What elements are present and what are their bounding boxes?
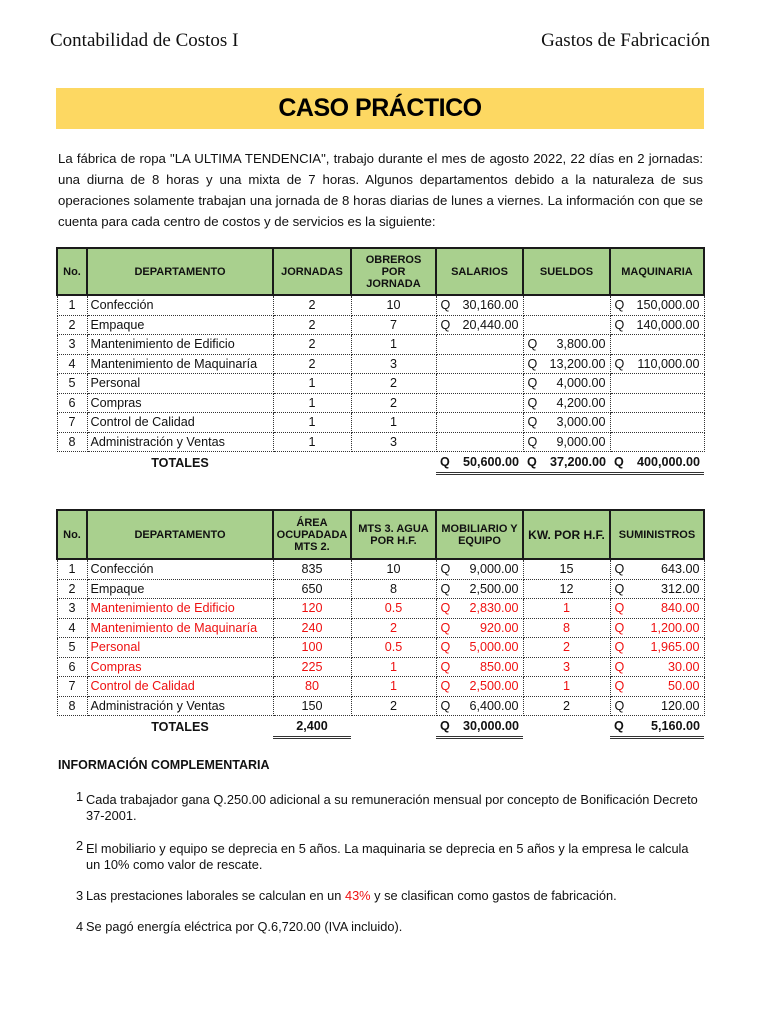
cell-area: 150 bbox=[273, 696, 351, 716]
total-suministros bbox=[610, 716, 704, 738]
table-row bbox=[57, 432, 704, 452]
cell-sueldos-value: 3,800.00 bbox=[556, 337, 606, 352]
cell-obreros: 3 bbox=[351, 354, 436, 374]
cell-suministros-value: 840.00 bbox=[660, 601, 700, 616]
col-header-no: No. bbox=[57, 248, 87, 295]
note-number: 4 bbox=[76, 919, 84, 934]
cell-sueldos-value: 9,000.00 bbox=[556, 434, 606, 449]
cell-suministros bbox=[610, 657, 704, 677]
cell-kw: 1 bbox=[523, 677, 610, 697]
cell-no: 1 bbox=[57, 559, 87, 579]
table-row bbox=[57, 374, 704, 394]
table-row bbox=[57, 393, 704, 413]
cell-mobiliario bbox=[436, 657, 523, 677]
currency-symbol: Q bbox=[614, 620, 625, 635]
cell-agua: 10 bbox=[351, 559, 436, 579]
table-row bbox=[57, 677, 704, 697]
cell-agua: 1 bbox=[351, 657, 436, 677]
cell-jornadas: 1 bbox=[273, 432, 351, 452]
cell-suministros-value: 50.00 bbox=[667, 679, 700, 694]
cell-departamento: Confección bbox=[87, 295, 273, 315]
cell-departamento: Confección bbox=[87, 559, 273, 579]
currency-symbol: Q bbox=[527, 356, 538, 371]
currency-symbol: Q bbox=[440, 317, 451, 332]
cell-sueldos bbox=[523, 393, 610, 413]
banner-title: CASO PRÁCTICO bbox=[278, 94, 482, 122]
cell-mobiliario-value: 6,400.00 bbox=[469, 698, 519, 713]
totals-row bbox=[57, 452, 704, 474]
cell-sueldos bbox=[523, 432, 610, 452]
currency-symbol: Q bbox=[614, 640, 625, 655]
col-header-obreros: OBREROS POR JORNADA bbox=[351, 248, 436, 295]
cell-no: 6 bbox=[57, 393, 87, 413]
cell-mobiliario bbox=[436, 696, 523, 716]
note-number: 3 bbox=[76, 888, 84, 903]
cell-salarios bbox=[436, 393, 523, 413]
cell-mobiliario-value: 2,500.00 bbox=[469, 679, 519, 694]
currency-symbol: Q bbox=[527, 395, 538, 410]
cell-maquinaria-value: 150,000.00 bbox=[636, 298, 700, 313]
currency-symbol: Q bbox=[440, 455, 450, 469]
cell-maquinaria bbox=[610, 354, 704, 374]
cell-salarios bbox=[436, 374, 523, 394]
cell-mobiliario bbox=[436, 579, 523, 599]
currency-symbol: Q bbox=[527, 434, 538, 449]
cell-departamento: Control de Calidad bbox=[87, 677, 273, 697]
cell-agua: 0.5 bbox=[351, 599, 436, 619]
col-header-mobiliario: MOBILIARIO Y EQUIPO bbox=[436, 510, 523, 559]
table-row bbox=[57, 559, 704, 579]
cell-mobiliario-value: 5,000.00 bbox=[469, 640, 519, 655]
cell-departamento: Personal bbox=[87, 638, 273, 658]
cell-sueldos bbox=[523, 295, 610, 315]
note-text: Cada trabajador gana Q.250.00 adicional a su remuneración mensual por concepto de Bonificación Decreto 37-2001. bbox=[86, 792, 698, 823]
cell-salarios bbox=[436, 335, 523, 355]
note-text: El mobiliario y equipo se deprecia en 5 años. La maquinaria se deprecia en 5 años y la empresa le calcula un 10% como valor de rescate. bbox=[86, 841, 689, 872]
cell-suministros bbox=[610, 579, 704, 599]
cell-suministros-value: 1,965.00 bbox=[650, 640, 700, 655]
cell-jornadas: 2 bbox=[273, 354, 351, 374]
cell-sueldos-value: 13,200.00 bbox=[549, 356, 606, 371]
cell-kw: 2 bbox=[523, 696, 610, 716]
cell-obreros: 2 bbox=[351, 374, 436, 394]
currency-symbol: Q bbox=[614, 679, 625, 694]
payroll-machinery-table bbox=[56, 247, 705, 475]
cell-salarios bbox=[436, 432, 523, 452]
cell-sueldos bbox=[523, 335, 610, 355]
cell-suministros bbox=[610, 559, 704, 579]
cell-no: 1 bbox=[57, 295, 87, 315]
currency-symbol: Q bbox=[440, 719, 450, 733]
cell-sueldos bbox=[523, 413, 610, 433]
cell-sueldos-value: 4,200.00 bbox=[556, 395, 606, 410]
cell-mobiliario bbox=[436, 599, 523, 619]
note-text: Las prestaciones laborales se calculan en un bbox=[86, 888, 345, 903]
cell-no: 6 bbox=[57, 657, 87, 677]
note-3 bbox=[76, 888, 706, 904]
cell-salarios-value: 30,160.00 bbox=[462, 298, 519, 313]
currency-symbol: Q bbox=[614, 298, 625, 313]
cell-no: 3 bbox=[57, 599, 87, 619]
cell-kw: 2 bbox=[523, 638, 610, 658]
cell-departamento: Mantenimiento de Edificio bbox=[87, 335, 273, 355]
note-4 bbox=[76, 919, 706, 935]
note-text: y se clasifican como gastos de fabricación. bbox=[370, 888, 617, 903]
currency-symbol: Q bbox=[440, 640, 451, 655]
table-row bbox=[57, 295, 704, 315]
cell-obreros: 3 bbox=[351, 432, 436, 452]
cell-departamento: Empaque bbox=[87, 315, 273, 335]
cell-no: 8 bbox=[57, 696, 87, 716]
cell-mobiliario-value: 2,500.00 bbox=[469, 581, 519, 596]
cell-no: 8 bbox=[57, 432, 87, 452]
cell-suministros-value: 120.00 bbox=[660, 698, 700, 713]
cell-maquinaria bbox=[610, 432, 704, 452]
cell-suministros-value: 1,200.00 bbox=[650, 620, 700, 635]
course-title: Contabilidad de Costos I bbox=[50, 30, 239, 51]
case-banner bbox=[56, 88, 704, 129]
cell-suministros bbox=[610, 599, 704, 619]
table-row bbox=[57, 413, 704, 433]
note-text: Se pagó energía eléctrica por Q.6,720.00 (IVA incluido). bbox=[86, 919, 403, 934]
cell-departamento: Administración y Ventas bbox=[87, 696, 273, 716]
cell-mobiliario bbox=[436, 638, 523, 658]
cell-maquinaria bbox=[610, 335, 704, 355]
table-row bbox=[57, 618, 704, 638]
cell-no: 3 bbox=[57, 335, 87, 355]
col-header-area: ÁREA OCUPADADA MTS 2. bbox=[273, 510, 351, 559]
total-salarios-value: 50,600.00 bbox=[462, 455, 519, 469]
currency-symbol: Q bbox=[440, 562, 451, 577]
cell-obreros: 10 bbox=[351, 295, 436, 315]
cell-no: 7 bbox=[57, 677, 87, 697]
benefits-rate: 43% bbox=[344, 888, 371, 903]
cell-jornadas: 2 bbox=[273, 315, 351, 335]
cell-kw: 3 bbox=[523, 657, 610, 677]
cell-kw: 12 bbox=[523, 579, 610, 599]
cell-jornadas: 1 bbox=[273, 413, 351, 433]
cell-area: 225 bbox=[273, 657, 351, 677]
cell-maquinaria bbox=[610, 413, 704, 433]
total-salarios bbox=[436, 452, 523, 474]
cell-suministros-value: 643.00 bbox=[660, 562, 700, 577]
col-header-kw: KW. POR H.F. bbox=[523, 510, 610, 559]
currency-symbol: Q bbox=[614, 581, 625, 596]
cell-jornadas: 2 bbox=[273, 295, 351, 315]
currency-symbol: Q bbox=[614, 601, 625, 616]
total-mobiliario-value: 30,000.00 bbox=[462, 719, 519, 733]
cell-departamento: Personal bbox=[87, 374, 273, 394]
total-area: 2,400 bbox=[273, 716, 351, 738]
cell-area: 835 bbox=[273, 559, 351, 579]
col-header-jornadas: JORNADAS bbox=[273, 248, 351, 295]
currency-symbol: Q bbox=[527, 376, 538, 391]
totals-label: TOTALES bbox=[151, 719, 209, 734]
cell-sueldos bbox=[523, 354, 610, 374]
cell-jornadas: 1 bbox=[273, 393, 351, 413]
cell-area: 80 bbox=[273, 677, 351, 697]
cell-obreros: 2 bbox=[351, 393, 436, 413]
cell-departamento: Control de Calidad bbox=[87, 413, 273, 433]
currency-symbol: Q bbox=[527, 337, 538, 352]
col-header-departamento: DEPARTAMENTO bbox=[87, 248, 273, 295]
total-sueldos-value: 37,200.00 bbox=[549, 455, 606, 469]
cell-mobiliario-value: 2,830.00 bbox=[469, 601, 519, 616]
cell-jornadas: 1 bbox=[273, 374, 351, 394]
cell-no: 7 bbox=[57, 413, 87, 433]
cell-suministros bbox=[610, 677, 704, 697]
currency-symbol: Q bbox=[614, 317, 625, 332]
currency-symbol: Q bbox=[440, 298, 451, 313]
info-section-title: INFORMACIÓN COMPLEMENTARIA bbox=[58, 758, 270, 772]
totals-row bbox=[57, 716, 704, 738]
table-row bbox=[57, 354, 704, 374]
col-header-departamento: DEPARTAMENTO bbox=[87, 510, 273, 559]
intro-paragraph: La fábrica de ropa "LA ULTIMA TENDENCIA", trabajo durante el mes de agosto 2022, 22 días en 2 jornadas: una diurna de 8 horas y una mixta de 7 horas. Algunos departamentos debido a la naturaleza de sus operaciones solamente trabajan una jornada de 8 horas diarias de lunes a viernes. La información con que se cuenta para cada centro de costos y de servicios es la siguiente: bbox=[58, 151, 703, 229]
cell-no: 2 bbox=[57, 315, 87, 335]
cell-mobiliario-value: 920.00 bbox=[479, 620, 519, 635]
cell-no: 5 bbox=[57, 374, 87, 394]
col-header-suministros: SUMINISTROS bbox=[610, 510, 704, 559]
table-row bbox=[57, 599, 704, 619]
cell-suministros bbox=[610, 618, 704, 638]
cell-salarios bbox=[436, 413, 523, 433]
cell-suministros bbox=[610, 638, 704, 658]
currency-symbol: Q bbox=[614, 455, 624, 469]
table-row bbox=[57, 335, 704, 355]
cell-departamento: Mantenimiento de Maquinaría bbox=[87, 354, 273, 374]
cell-no: 2 bbox=[57, 579, 87, 599]
cell-maquinaria bbox=[610, 315, 704, 335]
cell-sueldos-value: 3,000.00 bbox=[556, 415, 606, 430]
total-mobiliario bbox=[436, 716, 523, 738]
cell-kw: 1 bbox=[523, 599, 610, 619]
cell-agua: 0.5 bbox=[351, 638, 436, 658]
currency-symbol: Q bbox=[440, 698, 451, 713]
cell-departamento: Empaque bbox=[87, 579, 273, 599]
area-utilities-table bbox=[56, 509, 705, 739]
cell-suministros bbox=[610, 696, 704, 716]
cell-sueldos bbox=[523, 315, 610, 335]
note-2 bbox=[76, 838, 706, 873]
cell-agua: 2 bbox=[351, 618, 436, 638]
col-header-agua: MTS 3. AGUA POR H.F. bbox=[351, 510, 436, 559]
cell-sueldos bbox=[523, 374, 610, 394]
cell-no: 4 bbox=[57, 618, 87, 638]
cell-maquinaria-value: 110,000.00 bbox=[637, 356, 700, 371]
cell-no: 4 bbox=[57, 354, 87, 374]
total-maquinaria bbox=[610, 452, 704, 474]
cell-obreros: 1 bbox=[351, 413, 436, 433]
cell-sueldos-value: 4,000.00 bbox=[556, 376, 606, 391]
cell-maquinaria bbox=[610, 374, 704, 394]
cell-agua: 1 bbox=[351, 677, 436, 697]
cell-area: 100 bbox=[273, 638, 351, 658]
cell-suministros-value: 30.00 bbox=[667, 659, 700, 674]
cell-maquinaria bbox=[610, 393, 704, 413]
col-header-sueldos: SUELDOS bbox=[523, 248, 610, 295]
cell-salarios bbox=[436, 315, 523, 335]
currency-symbol: Q bbox=[440, 659, 451, 674]
currency-symbol: Q bbox=[440, 679, 451, 694]
cell-departamento: Compras bbox=[87, 393, 273, 413]
currency-symbol: Q bbox=[440, 581, 451, 596]
table-row bbox=[57, 315, 704, 335]
currency-symbol: Q bbox=[440, 620, 451, 635]
cell-mobiliario-value: 850.00 bbox=[479, 659, 519, 674]
cell-maquinaria-value: 140,000.00 bbox=[636, 317, 700, 332]
cell-mobiliario bbox=[436, 559, 523, 579]
currency-symbol: Q bbox=[614, 698, 625, 713]
note-1 bbox=[76, 789, 706, 824]
cell-salarios bbox=[436, 354, 523, 374]
cell-mobiliario bbox=[436, 618, 523, 638]
cell-obreros: 7 bbox=[351, 315, 436, 335]
cell-agua: 8 bbox=[351, 579, 436, 599]
currency-symbol: Q bbox=[527, 415, 538, 430]
totals-label: TOTALES bbox=[151, 455, 209, 470]
total-maquinaria-value: 400,000.00 bbox=[636, 455, 700, 469]
cell-obreros: 1 bbox=[351, 335, 436, 355]
cell-kw: 15 bbox=[523, 559, 610, 579]
cell-area: 650 bbox=[273, 579, 351, 599]
cell-mobiliario-value: 9,000.00 bbox=[469, 562, 519, 577]
table-row bbox=[57, 657, 704, 677]
topic-title: Gastos de Fabricación bbox=[541, 30, 710, 51]
currency-symbol: Q bbox=[614, 562, 625, 577]
cell-no: 5 bbox=[57, 638, 87, 658]
col-header-maquinaria: MAQUINARIA bbox=[610, 248, 704, 295]
cell-salarios bbox=[436, 295, 523, 315]
cell-maquinaria bbox=[610, 295, 704, 315]
note-number: 1 bbox=[76, 789, 84, 804]
table-row bbox=[57, 638, 704, 658]
cell-area: 120 bbox=[273, 599, 351, 619]
table-row bbox=[57, 696, 704, 716]
currency-symbol: Q bbox=[614, 719, 624, 733]
col-header-salarios: SALARIOS bbox=[436, 248, 523, 295]
currency-symbol: Q bbox=[614, 356, 625, 371]
col-header-no: No. bbox=[57, 510, 87, 559]
cell-departamento: Administración y Ventas bbox=[87, 432, 273, 452]
table-row bbox=[57, 579, 704, 599]
cell-departamento: Mantenimiento de Edificio bbox=[87, 599, 273, 619]
currency-symbol: Q bbox=[440, 601, 451, 616]
cell-kw: 8 bbox=[523, 618, 610, 638]
cell-area: 240 bbox=[273, 618, 351, 638]
cell-departamento: Mantenimiento de Maquinaría bbox=[87, 618, 273, 638]
cell-mobiliario bbox=[436, 677, 523, 697]
currency-symbol: Q bbox=[527, 455, 537, 469]
cell-agua: 2 bbox=[351, 696, 436, 716]
cell-jornadas: 2 bbox=[273, 335, 351, 355]
cell-salarios-value: 20,440.00 bbox=[462, 317, 519, 332]
total-suministros-value: 5,160.00 bbox=[650, 719, 700, 733]
currency-symbol: Q bbox=[614, 659, 625, 674]
total-sueldos bbox=[523, 452, 610, 474]
cell-suministros-value: 312.00 bbox=[660, 581, 700, 596]
note-number: 2 bbox=[76, 838, 84, 853]
cell-departamento: Compras bbox=[87, 657, 273, 677]
